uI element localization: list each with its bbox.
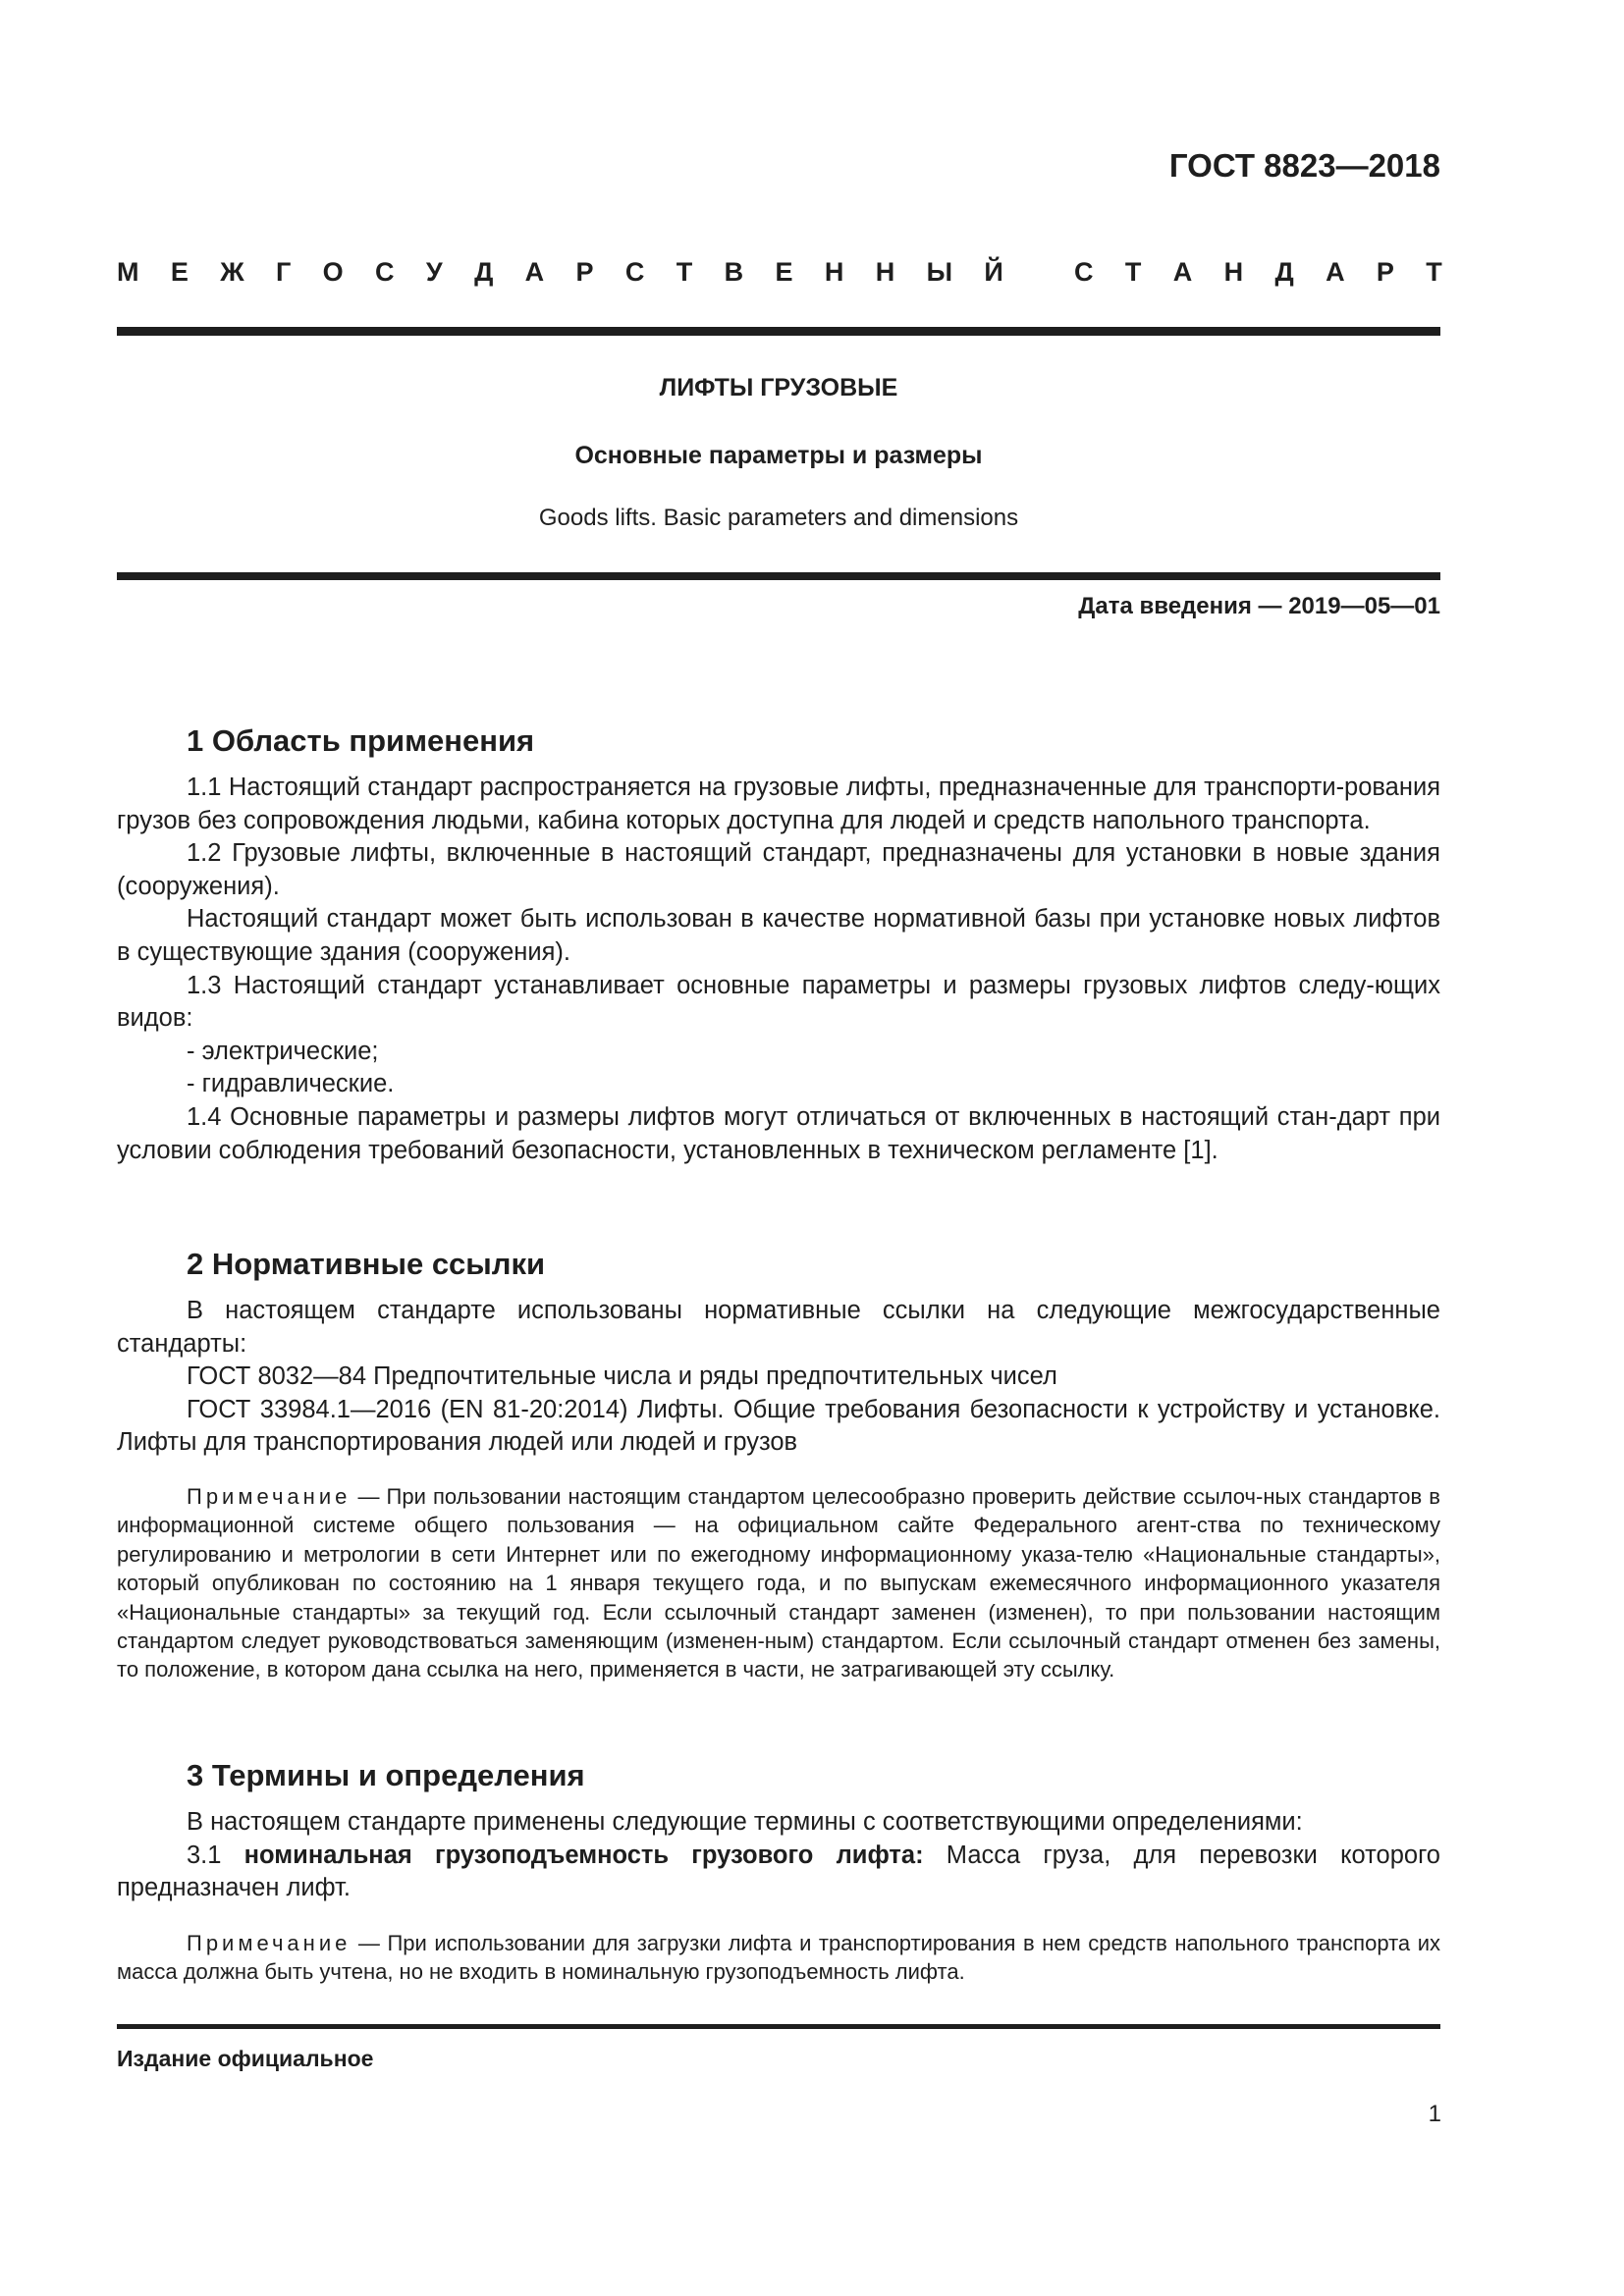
heading-letter: М [117, 257, 139, 287]
list-item: - электрические; [187, 1037, 379, 1065]
note-label: Примечание [187, 1484, 352, 1509]
heading-letter: С [1074, 257, 1094, 287]
heading-letter: Г [276, 257, 292, 287]
heading-letter: Е [170, 257, 189, 287]
heading-letter: В [724, 257, 744, 287]
heading-letter: А [524, 257, 545, 287]
reference-1: ГОСТ 8032—84 Предпочтительные числа и ряды предпочтительных чисел [187, 1362, 1057, 1391]
heading-letter: Р [575, 257, 594, 287]
section-2-note [117, 1482, 1440, 1684]
term-definition-text: Масса груза, для перевозки которого предназначен лифт. [117, 1841, 1440, 1902]
heading-letter: Т [1426, 257, 1442, 287]
heading-letter: С [375, 257, 395, 287]
paragraph-2-intro: В настоящем стандарте использованы нормативные ссылки на следующие межгосударственные стандарты: [117, 1297, 1440, 1358]
heading-letter: Ж [220, 257, 244, 287]
paragraph-1-3: 1.3 Настоящий стандарт устанавливает основные параметры и размеры грузовых лифтов следу-ющих видов: [117, 971, 1440, 1033]
heading-letter: Р [1376, 257, 1394, 287]
reference-2: ГОСТ 33984.1—2016 (EN 81-20:2014) Лифты. Общие требования безопасности к устройству и установке. Лифты для транспортирования людей или людей и грузов [117, 1395, 1440, 1457]
standard-type-heading [117, 257, 1442, 288]
section-3-body [117, 1806, 1440, 1905]
term-number: 3.1 [187, 1841, 244, 1869]
footer-rule [117, 2024, 1440, 2029]
heading-letter: У [425, 257, 443, 287]
term-name: номинальная грузоподъемность грузового лифта: [244, 1841, 924, 1869]
paragraph-1-4: 1.4 Основные параметры и размеры лифтов могут отличаться от включенных в настоящий стан-дарт при условии соблюдения требований безопасности, установленных в техническом регламенте [1]. [117, 1102, 1440, 1164]
page-number: 1 [1428, 2101, 1441, 2127]
heading-letter: Т [676, 257, 693, 287]
section-3-heading: 3 Термины и определения [187, 1758, 585, 1792]
heading-word-gap [1035, 257, 1043, 288]
heading-letter: Д [1274, 257, 1294, 287]
edition-label: Издание официальное [117, 2046, 374, 2071]
heading-letter: Й [984, 257, 1003, 287]
note-text: — При использовании для загрузки лифта и транспортирования в нем средств напольного транспорта их масса должна быть учтена, но не входить в номинальную грузоподъемность лифта. [117, 1931, 1440, 1985]
heading-letter: Ы [926, 257, 953, 287]
title-rule [117, 572, 1440, 580]
heading-letter: Н [1223, 257, 1244, 287]
heading-letter: С [624, 257, 645, 287]
paragraph-1-2b: Настоящий стандарт может быть использован в качестве нормативной базы при установке новых лифтов в существующие здания (сооружения). [117, 905, 1440, 966]
section-2-heading: 2 Нормативные ссылки [187, 1247, 546, 1281]
paragraph-1-1: 1.1 Настоящий стандарт распространяется на грузовые лифты, предназначенные для транспорти-рования грузов без сопровождения людьми, кабина которых доступна для людей и средств напольного транспорта. [117, 774, 1440, 834]
heading-letter: Д [474, 257, 494, 287]
list-item: - гидравлические. [187, 1070, 395, 1098]
paragraph-3-intro: В настоящем стандарте применены следующие термины с соответствующими определениями: [187, 1808, 1303, 1836]
document-subtitle: Основные параметры и размеры [574, 442, 983, 469]
heading-letter: О [322, 257, 344, 287]
note-text: — При пользовании настоящим стандартом целесообразно проверить действие ссылоч-ных стандартов в информационной системе общего пользования — на официальном сайте Федерального агент-ства по техническому регулированию и метрологии в сети Интернет или по ежегодному информационному указа-телю «Национальные стандарты», который опубликован по состоянию на 1 января текущего года, и по выпускам ежемесячного информационного указателя «Национальные стандарты» за текущий год. Если ссылочный стандарт заменен (изменен), то при пользовании настоящим стандартом следует руководствоваться заменяющим (изменен-ным) стандартом. Если ссылочный стандарт отменен без замены, то положение, в котором дана ссылка на него, применяется в части, не затрагивающей эту ссылку. [117, 1484, 1440, 1682]
top-rule [117, 327, 1440, 336]
heading-letter: А [1172, 257, 1193, 287]
section-2-body [117, 1295, 1440, 1460]
introduction-date: Дата введения — 2019—05—01 [1078, 593, 1440, 619]
paragraph-1-2: 1.2 Грузовые лифты, включенные в настоящий стандарт, предназначены для установки в новые здания (сооружения). [117, 839, 1440, 900]
note-label: Примечание [187, 1931, 352, 1955]
heading-letter: Н [824, 257, 844, 287]
english-title: Goods lifts. Basic parameters and dimensions [538, 505, 1019, 531]
section-3-note [117, 1929, 1440, 1987]
heading-letter: А [1326, 257, 1345, 287]
document-title: ЛИФТЫ ГРУЗОВЫЕ [659, 374, 898, 401]
heading-letter: Т [1124, 257, 1142, 287]
document-code: ГОСТ 8823—2018 [1168, 147, 1440, 184]
section-1-body [117, 772, 1440, 1167]
section-1-heading: 1 Область применения [187, 723, 535, 758]
heading-letter: Н [875, 257, 895, 287]
heading-letter: Е [775, 257, 793, 287]
term-definition [117, 1840, 1440, 1905]
